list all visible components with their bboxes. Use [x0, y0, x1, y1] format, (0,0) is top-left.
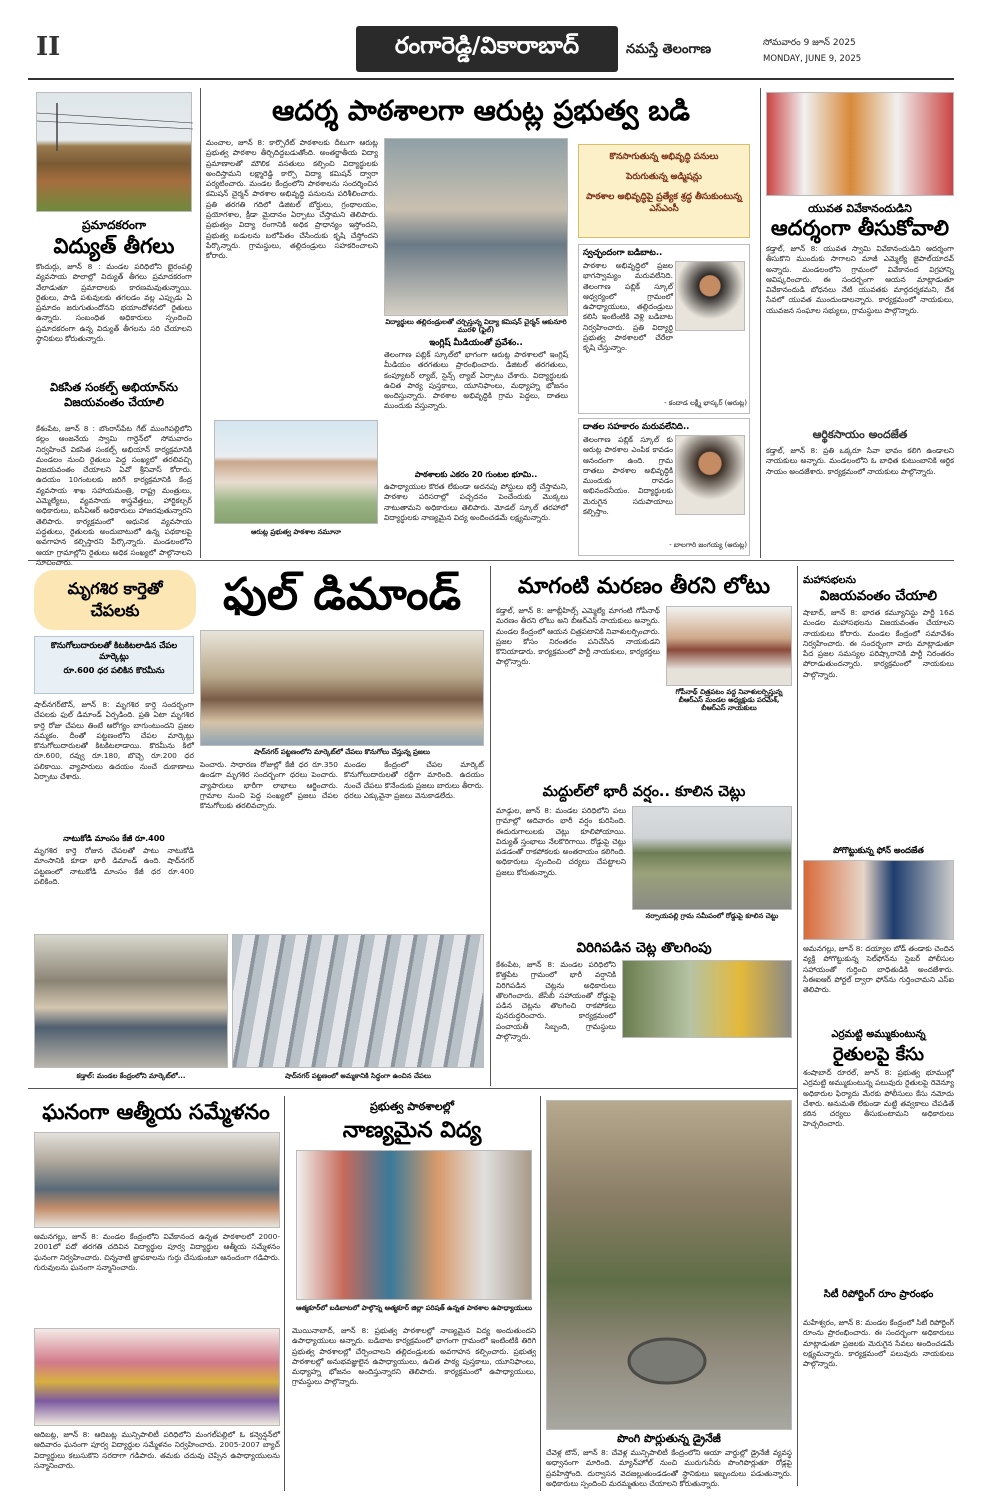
meeting-photo: [384, 138, 568, 316]
quote2-portrait: [675, 435, 745, 515]
school-building-render: [214, 420, 378, 524]
s9-headline: విజయవంతం చేయాలి: [819, 588, 938, 604]
s4-kicker: యువత వివేకానందుడిని: [808, 202, 912, 215]
s1-headline: విద్యుత్ తీగలు: [53, 234, 175, 258]
s12-kicker: ప్రభుత్వ పాఠశాలల్లో: [370, 1100, 454, 1113]
s10-body2: మహేశ్వరం, జూన్ 8: మండల కేంద్రంలో సిటీ రిపోర్టింగ్ రూంను ప్రారంభించారు. ఈ సందర్భంగా అధికారులు మాట్లాడుతూ ప్రజలకు మెరుగైన సేవలు అందించడమే లక్ష్యమన్నారు. కార్యక్రమంలో పలువురు నాయకులు పాల్గొన్నారు.: [803, 1318, 954, 1369]
statue-photo: [766, 92, 954, 196]
power-lines-illustration: [37, 93, 193, 213]
s5-headline: ఫుల్ డిమాండ్: [222, 569, 462, 620]
drainage-photo: [546, 1100, 792, 1430]
s4-headline: ఆదర్శంగా తీసుకోవాలి: [770, 216, 950, 240]
date-telugu: సోమవారం 9 జూన్ 2025: [763, 38, 856, 48]
s9-kicker: మహాసభలను: [803, 575, 856, 586]
s5-subhead3: నాటుకోడి మాంసం కేజీ రూ.400: [63, 834, 165, 843]
s3-highlight-box: [578, 144, 750, 238]
fish-market-photo: [200, 630, 484, 746]
s2-headline: వికసిత సంకల్ప్ అభియాన్‌ను విజయవంతం చేయాలి: [50, 380, 178, 409]
alumni-photo-2: [34, 1328, 280, 1426]
s7-headline: మద్దుల్‌లో భారీ వర్షం.. కూలిన చెట్లు: [542, 784, 746, 800]
s3-caption1: విద్యార్థులు తల్లిదండ్రులతో చర్చిస్తున్న విద్యా కమిషన్ చైర్మన్ ఆకునూరి మురళి (ఫైల్): [385, 318, 567, 334]
s6-caption: గోపీనాథ్ చిత్రపటం వద్ద నివాళులర్పిస్తున్న బీఆర్ఎస్ మండల అధ్యక్షుడు పరమేశ్, బీఆర్ఎస్ నాయకులు: [675, 688, 783, 712]
s3-body1: మంచాల, జూన్ 8: కార్పొరేట్ పాఠశాలకు దీటుగా ఆరుట్ల ప్రభుత్వ పాఠశాల తీర్చిదిద్దబడుతోంది. అంతర్జాతీయ విద్యా ప్రమాణాలతో మౌలిక వసతులు కల్పించి విద్యార్థులకు అందిస్తామని లక్ష్మారెడ్డి కార్పొ విద్యా కమిషన్ ద్వారా పర్యటించారు. మండల కేంద్రంలోని పాఠశాలను సందర్శించిన కమిషన్ చైర్మన్ పాఠశాల అభివృద్ధి పనులను పరిశీలించారు. ప్రతి తరగతి గదిలో డిజిటల్ బోర్డులు, గ్రంథాలయం, ప్రయోగశాల, క్రీడా మైదానం ఏర్పాటు చేస్తామని తెలిపారు. ప్రభుత్వం విద్యా రంగానికి అధిక ప్రాధాన్యం ఇస్తోందని, ప్రభుత్వ బడులను బలోపేతం చేసేందుకు కృషి చేస్తోందని పేర్కొన్నారు. గ్రామస్థులు, తల్లిదండ్రులు సహకరించాలని కోరారు.: [206, 138, 378, 261]
box-line3: పాఠశాల అభివృద్ధిపై ప్రత్యేక శ్రద్ధ తీసుకుంటున్న ఎస్ఎంసీ: [586, 192, 742, 214]
s5-kicker: మృగశిర కార్తెతో చేపలకు: [67, 579, 163, 620]
s12-headline: నాణ్యమైన విద్య: [342, 1118, 482, 1143]
s5-caption2: కడ్తాల్: మండల కేంద్రంలోని మార్కెట్‌లో...: [76, 1072, 186, 1080]
s6-headline: మాగంటి మరణం తీరని లోటు: [517, 574, 771, 599]
fish-display-photo: [232, 934, 484, 1068]
fallen-tree-photo: [632, 806, 792, 910]
box-line1: కొనసాగుతున్న అభివృద్ధి పనులు: [609, 152, 719, 162]
s3-caption2: ఆరుట్ల ప్రభుత్వ పాఠశాల నమూనా: [250, 528, 341, 536]
masthead: [28, 22, 954, 80]
s11-headline: ఘనంగా ఆత్మీయ సమ్మేళనం: [42, 1100, 270, 1124]
s5-body4: మండల కేంద్రంలో చేపల మార్కెట్ కొనుగోలుదారులతో రద్దీగా మారింది. ఉదయం నుంచే చేపలు కొనేందుకు ప్రజలు బారులు తీరారు. ధరలు ఎక్కువైనా ప్రజలు వెనుకాడలేదు.: [344, 760, 484, 800]
quote1-heading: స్వచ్ఛందంగా బడిబాట..: [583, 248, 663, 258]
page-number: II: [36, 32, 61, 62]
s9-body: షాబాద్, జూన్ 8: భారత కమ్యూనిస్టు పార్టీ 16వ మండల మహాసభలను విజయవంతం చేయాలని నాయకులు కోరారు. మండల కేంద్రంలో సమావేశం నిర్వహించారు. ఈ సందర్భంగా వారు మాట్లాడుతూ పేద ప్రజల సమస్యల పరిష్కారానికి పార్టీ నిరంతరం పోరాడుతుందన్నారు. కార్యక్రమంలో నాయకులు పాల్గొన్నారు.: [803, 608, 954, 679]
s3-quote1: [578, 244, 750, 414]
s5-body3: పెంచారు. సాధారణ రోజుల్లో కేజీ ధర రూ.350 ఉండగా మృగశిర సందర్భంగా ధరలు పెంచారు. వ్యాపారులు భారీగా లాభాలు ఆర్జించారు. గ్రామాల నుంచి పెద్ద సంఖ్యలో ప్రజలు చేపల కొనుగోలుకు తరలివచ్చారు.: [200, 760, 338, 811]
s5-body1: షాద్‌నగర్‌టౌన్, జూన్ 8: మృగశిర కార్తె సందర్భంగా చేపలకు ఫుల్ డిమాండ్ ఏర్పడింది. ప్రతి ఏటా మృగశిర కార్తె రోజు చేపలు తింటే ఆరోగ్యం బాగుంటుందని ప్రజల నమ్మకం. దీంతో పట్టణంలోని చేపల మార్కెట్లు కొనుగోలుదారులతో కిటకిటలాడాయి. కొరమీను కిలో రూ.600, రవ్వు రూ.180, బొచ్చె రూ.200 ధర పలికాయి. వ్యాపారులు ఉదయం నుంచే దుకాణాలు ఏర్పాటు చేశారు.: [34, 700, 194, 782]
s3-subhead1: ఇంగ్లిష్ మీడియంతో ప్రవేశం..: [429, 338, 523, 348]
s1-kicker: ప్రమాదకరంగా: [81, 218, 147, 232]
jcb-photo: [622, 960, 792, 1038]
s11-body2: ఆదిబట్ల, జూన్ 8: ఆదిబట్ల మున్సిపాలిటీ పరిధిలోని మంగల్‌పల్లిలో ఓ కన్వెన్షన్‌లో ఆదివారం ఘనంగా పూర్వ విద్యార్థుల సమ్మేళనం నిర్వహించారు. 2005-2007 బ్యాచ్ విద్యార్థులు కలుసుకొని సరదాగా గడిపారు. తమకు చదువు చెప్పిన ఉపాధ్యాయులను సన్మానించారు.: [34, 1430, 280, 1470]
s9-body2: ఆమనగల్లు, జూన్ 8: దయ్యాల బోడ్ తండాకు చెందిన వ్యక్తి పోగొట్టుకున్న సెల్‌ఫోన్‌ను సైబర్ పోలీసుల సహాయంతో గుర్తించి బాధితుడికి అందజేశారు. సీఈఐఆర్ పోర్టల్ ద్వారా ఫోన్‌ను గుర్తించామని ఎస్ఐ తెలిపారు.: [803, 944, 954, 995]
s13-caption: పొంగి పొర్లుతున్న డ్రైనేజీ: [617, 1432, 721, 1445]
quote1-name: - కందాడ లక్ష్మీ భాస్కర్ (ఆరుట్ల): [664, 399, 747, 407]
quote2-heading: దాతల సహకారం మరువలేనిది..: [583, 422, 690, 432]
s11-body1: ఆమనగల్లు, జూన్ 8: మండల కేంద్రంలోని వివేకానంద ఉన్నత పాఠశాలలో 2000-2001లో పదో తరగతి చదివిన విద్యార్థుల పూర్వ విద్యార్థుల ఆత్మీయ సమ్మేళనం ఘనంగా నిర్వహించారు. చిన్ననాటి జ్ఞాపకాలను గుర్తు చేసుకుంటూ ఆనందంగా గడిపారు. గురువులను ఘనంగా సన్మానించారు.: [34, 1232, 280, 1272]
s5-caption3: షాద్‌నగర్ పట్టణంలో అమ్మకానికి సిద్ధంగా ఉంచిన చేపలు: [284, 1072, 432, 1080]
s10-body: శంషాబాద్ రూరల్, జూన్ 8: ప్రభుత్వ భూముల్లో ఎర్రమట్టి అమ్ముకుంటున్న పలువురు రైతులపై రెవెన్యూ అధికారుల ఫిర్యాదు మేరకు పోలీసులు కేసు నమోదు చేశారు. అనుమతి లేకుండా మట్టి తవ్వకాలు చేపడితే కఠిన చర్యలు తీసుకుంటామని అధికారులు హెచ్చరించారు.: [803, 1068, 954, 1129]
phone-handover-photo: [803, 860, 954, 940]
edition-title: రంగారెడ్డి/వికారాబాద్: [356, 26, 618, 72]
s5-subhead2: రూ.600 ధర పలికిన కొరమీను: [63, 665, 165, 675]
quote2-name: - బాలగారి జంగయ్య (ఆరుట్ల): [669, 541, 747, 549]
s9-subhead: పోగొట్టుకున్న ఫోన్ అందజేత: [833, 846, 924, 856]
s5-subhead1: కొనుగోలుదారులతో కిటకిటలాడిన చేపల మార్కెట్లు: [50, 640, 178, 661]
date-english: MONDAY, JUNE 9, 2025: [763, 54, 862, 64]
s13-body: చేవెళ్ల టౌన్, జూన్ 8: చేవెళ్ల మున్సిపాలిటీ కేంద్రంలోని ఆయా వార్డుల్లో డ్రైనేజీ వ్యవస్థ అధ్వానంగా మారింది. మ్యాన్‌హోల్ నుంచి మురుగునీరు పొంగిపొర్లుతూ రోడ్లపై ప్రవహిస్తోంది. దుర్వాసన వెదజల్లుతుండడంతో స్థానికులు ఇబ్బందులు పడుతున్నారు. అధికారులు స్పందించి మరమ్మతులు చేయాలని కోరుతున్నారు.: [546, 1448, 792, 1488]
s8-body: కేశంపేట, జూన్ 8: మండల పరిధిలోని కొత్తపేట గ్రామంలో భారీ వర్షానికి విరిగిపడిన చెట్లను అధికారులు తొలగించారు. జేసీబీ సహాయంతో రోడ్డుపై పడిన చెట్లను తొలగించి రాకపోకలు పునరుద్ధరించారు. కార్యక్రమంలో పంచాయతీ సిబ్బంది, గ్రామస్థులు పాల్గొన్నారు.: [496, 960, 616, 1042]
quote1-body: పాఠశాల అభివృద్ధిలో ప్రజల భాగస్వామ్యం మరువలేనిది. తెలంగాణ పబ్లిక్ స్కూల్ ఆధ్వర్యంలో గ్రామంలో ఉపాధ్యాయులు, తల్లిదండ్రులు కలిసి ఇంటింటికి వెళ్లి బడిబాట నిర్వహించారు. ప్రతి విద్యార్థి ప్రభుత్వ పాఠశాలలో చేరేలా కృషి చేస్తున్నాం.: [583, 261, 673, 353]
s7-body: మాడ్గుల, జూన్ 8: మండల పరిధిలోని పలు గ్రామాల్లో ఆదివారం భారీ వర్షం కురిసింది. ఈదురుగాలులకు చెట్లు కూలిపోయాయి. విద్యుత్ స్తంభాలు నేలకొరిగాయి. రోడ్డుపై చెట్లు పడడంతో రాకపోకలకు అంతరాయం కలిగింది. అధికారులు స్పందించి చర్యలు చేపట్టాలని ప్రజలు కోరుతున్నారు.: [496, 806, 626, 877]
s5-kicker-box: [34, 570, 196, 630]
alumni-photo-1: [34, 1132, 280, 1228]
kadthal-market-photo: [34, 934, 228, 1068]
s4-subhead: ఆర్థికసాయం అందజేత: [812, 428, 908, 441]
s2-body: కేశంపేట, జూన్ 8 : బొంరాస్‌పేట గేట్ ముంగిపల్లిలోని కల్లం ఆంజనేయ స్వామి గార్డెన్‌లో సోమవారం నిర్వహించే వికసిత సంకల్ప్ అభియాన్ కార్యక్రమానికి మండలం నుంచి రైతులు పెద్ద సంఖ్యలో తరలివచ్చి విజయవంతం చేయాలని ఏవో శ్రీనివాస్ కోరారు. ఉదయం 10గంటలకు జరిగే కార్యక్రమానికి కేంద్ర వ్యవసాయ శాఖ సహాయమంత్రి, రాష్ట్ర మంత్రులు, ఎమ్మెల్యేలు, వ్యవసాయ శాస్త్రవేత్తలు, హార్టికల్చర్ అధికారులు, ఐసీఏఆర్ అధికారులు హాజరవుతున్నారని తెలిపారు. కార్యక్రమంలో ఆధునిక వ్యవసాయ పద్ధతులు, రైతులకు అందుబాటులో ఉన్న పథకాలపై అవగాహన కల్పిస్తారని పేర్కొన్నారు. మండలంలోని ఆయా గ్రామాల్లోని రైతులు అధిక సంఖ్యలో పాల్గొనాలని సూచించారు.: [36, 424, 192, 567]
s4-body2: కడ్తాల్, జూన్ 8: ప్రతి ఒక్కరూ సేవా భావం కలిగి ఉండాలని నాయకులు అన్నారు. మండలంలోని ఓ బాధిత కుటుంబానికి ఆర్థిక సాయం అందజేశారు. కార్యక్రమంలో నాయకులు పాల్గొన్నారు.: [766, 446, 954, 476]
s5-subhead-box: [34, 636, 194, 694]
s10-subhead: సిటీ రిపోర్టింగ్ రూం ప్రారంభం: [823, 1289, 934, 1300]
newspaper-name: నమస్తే తెలంగాణ: [626, 42, 712, 57]
box-line2: పెరుగుతున్న అడ్మిషన్లు: [626, 172, 702, 182]
s4-body: కడ్తాల్, జూన్ 8: యువత స్వామి వివేకానందుడిని ఆదర్శంగా తీసుకొని ముందుకు సాగాలని మాజీ ఎమ్మెల్యే జైపాల్‌యాదవ్ అన్నారు. మండలంలోని గ్రామంలో వివేకానంద విగ్రహాన్ని ఆవిష్కరించారు. ఈ సందర్భంగా ఆయన మాట్లాడుతూ వివేకానందుడి బోధనలు నేటి యువతకు మార్గదర్శకమని, దేశ సేవలో యువత ముందుండాలన్నారు. కార్యక్రమంలో నాయకులు, యువజన సంఘాల సభ్యులు, గ్రామస్థులు పాల్గొన్నారు.: [766, 244, 954, 315]
s3-subhead2: పాఠశాలకు ఎకరం 20 గుంటల భూమి..: [414, 470, 538, 479]
s8-headline: విరిగిపడిన చెట్ల తొలగింపు: [576, 940, 712, 956]
s5-body2: మృగశిర కార్తె రోజున చేపలతో పాటు నాటుకోడి మాంసానికి కూడా భారీ డిమాండ్ ఉంది. షాద్‌నగర్ పట్టణంలో నాటుకోడి మాంసం కేజీ ధర రూ.400 పలికింది.: [34, 846, 194, 886]
quote1-portrait: [675, 261, 745, 331]
quote2-body: తెలంగాణ పబ్లిక్ స్కూల్ కు ఆరుట్ల పాఠశాల ఎంపిక కావడం ఆనందంగా ఉంది. గ్రామ దాతలు పాఠశాల అభివృద్ధికి ముందుకు రావడం అభినందనీయం. విద్యార్థులకు మెరుగైన సదుపాయాలు కల్పిస్తాం.: [583, 435, 673, 517]
s7-caption: నర్సాయపల్లి గ్రామ సమీపంలో రోడ్డుపై కూలిన చెట్టు: [645, 912, 779, 920]
school-teachers-photo: [296, 1150, 532, 1300]
s3-headline: ఆదర్శ పాఠశాలగా ఆరుట్ల ప్రభుత్వ బడి: [271, 94, 691, 127]
manhole-illustration: [547, 1101, 793, 1431]
s3-body4: ఉపాధ్యాయుల కొరత లేకుండా అదనపు పోస్టులు భర్తీ చేస్తామని, పాఠశాల పరిసరాల్లో పచ్చదనం పెంచేందుకు మొక్కలు నాటుతామని అధికారులు తెలిపారు. మోడల్ స్కూల్ తరహాలో విద్యార్థులకు నాణ్యమైన విద్య అందించడమే లక్ష్యమన్నారు.: [384, 482, 568, 522]
field-photo: [36, 92, 192, 212]
s6-body: కడ్తాల్, జూన్ 8: జూబ్లీహిల్స్ ఎమ్మెల్యే మాగంటి గోపీనాథ్ మరణం తీరని లోటు అని బీఆర్ఎస్ నాయకులు అన్నారు. మండల కేంద్రంలో ఆయన చిత్రపటానికి నివాళులర్పించారు. ప్రజల కోసం నిరంతరం పనిచేసిన నాయకుడని కొనియాడారు. కార్యక్రమంలో పార్టీ నాయకులు, కార్యకర్తలు పాల్గొన్నారు.: [496, 606, 660, 667]
s10-headline: రైతులపై కేసు: [833, 1044, 924, 1065]
s3-quote2: [578, 418, 750, 556]
tribute-photo: [666, 606, 792, 686]
s10-kicker: ఎర్రమట్టి అమ్ముకుంటున్న: [831, 1029, 926, 1040]
s12-caption: ఆత్మకూర్‌లో బడిబాటలో పాల్గొన్న ఆత్మకూర్ జిల్లా పరిషత్ ఉన్నత పాఠశాల ఉపాధ్యాయులు: [296, 1304, 533, 1312]
s3-body3: తెలంగాణ పబ్లిక్ స్కూల్‌లో భాగంగా ఆరుట్ల పాఠశాలలో ఇంగ్లిష్ మీడియం తరగతులు ప్రారంభించారు. డిజిటల్ తరగతులు, కంప్యూటర్ ల్యాబ్, సైన్స్ ల్యాబ్ ఏర్పాటు చేశారు. విద్యార్థులకు ఉచిత పాఠ్య పుస్తకాలు, యూనిఫాంలు, మధ్యాహ్న భోజనం అందిస్తున్నారు. పాఠశాల అభివృద్ధికి గ్రామ పెద్దలు, దాతలు ముందుకు వస్తున్నారు.: [384, 350, 568, 411]
s1-body: కొందుర్గు, జూన్ 8 : మండల పరిధిలోని భైరంపల్లి వ్యవసాయ పొలాల్లో విద్యుత్ తీగలు ప్రమాదకరంగా వేలాడుతూ ప్రమాదాలకు కారణమవుతున్నాయి. రైతులు, పాడి పశువులకు తగలడం వల్ల ఎప్పుడు ఏ ప్రమాదం జరుగుతుందోనని భయాందోళనలో రైతులు ఉన్నారు. సంబంధిత అధికారులు స్పందించి ప్రమాదకరంగా ఉన్న విద్యుత్ తీగలను సరి చేయాలని స్థానికులు కోరుతున్నారు.: [36, 262, 192, 344]
s5-caption1: షాద్‌నగర్ పట్టణంలోని మార్కెట్‌లో చేపలు కొనుగోలు చేస్తున్న ప్రజలు: [253, 748, 431, 756]
s12-body: మొయినాబాద్, జూన్ 8: ప్రభుత్వ పాఠశాలల్లో నాణ్యమైన విద్య అందుతుందని ఉపాధ్యాయులు అన్నారు. బడిబాట కార్యక్రమంలో భాగంగా గ్రామంలో ఇంటింటికి తిరిగి ప్రభుత్వ పాఠశాలల్లో చేర్పించాలని తల్లిదండ్రులకు అవగాహన కల్పించారు. ప్రభుత్వ పాఠశాలల్లో అనుభవజ్ఞులైన ఉపాధ్యాయులు, ఉచిత పాఠ్య పుస్తకాలు, యూనిఫాంలు, మధ్యాహ్న భోజనం అందిస్తున్నారని తెలిపారు. కార్యక్రమంలో ఉపాధ్యాయులు, గ్రామస్థులు పాల్గొన్నారు.: [292, 1326, 536, 1387]
